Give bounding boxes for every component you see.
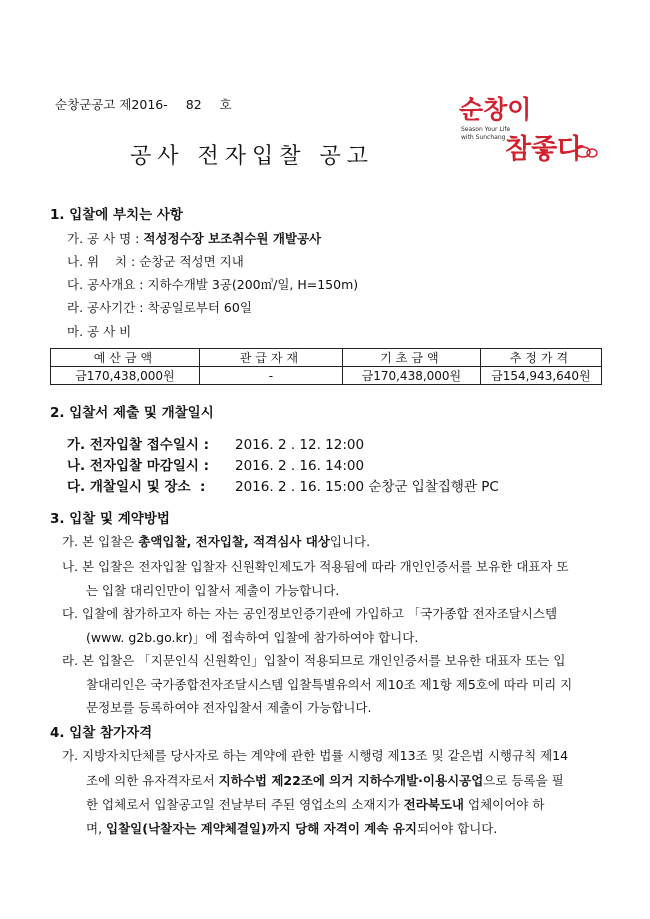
logo-text-2: 참좋다 (505, 134, 584, 165)
text-segment: 조에 의한 유자격자로서 (86, 773, 219, 788)
item-value: 2016. 2 . 12. 12:00 (235, 437, 365, 453)
logo-text-1: 순창이 (459, 95, 532, 124)
text-segment: 가. 본 입찰은 (62, 534, 139, 549)
section-3-item-b-line-1: 나. 본 입찰은 전자입찰 입찰자 신원확인제도가 적용됨에 따라 개인인증서를 보유한 대표자 또 (62, 559, 569, 574)
item-label: 다. 개찰일시 및 장소 : (67, 479, 206, 495)
item-value: 착공일로부터 60일 (147, 300, 252, 315)
text-segment: 한 업체로서 입찰공고일 전날부터 주된 영업소의 소재지가 (86, 797, 404, 812)
section-2-heading: 2. 입찰서 제출 및 개찰일시 (50, 405, 214, 421)
text-segment: 입니다. (329, 534, 371, 549)
item-value: 지하수개발 3공(200㎥/일, H=150m) (147, 277, 359, 292)
section-3-item-c-line-1: 다. 입찰에 참가하고자 하는 자는 공인정보인증기관에 가입하고 「국가종합 전자조달시스템 (62, 606, 558, 621)
item-value: 2016. 2 . 16. 15:00 순창군 입찰집행관 PC (235, 479, 499, 495)
section-3-item-a (62, 532, 370, 550)
section-1-item-location (67, 252, 244, 270)
section-2-item-opening (67, 475, 499, 495)
item-label: 마. 공 사 비 (67, 324, 132, 339)
item-value: 2016. 2 . 16. 14:00 (235, 458, 365, 474)
text-segment: 으로 등록을 필 (483, 773, 564, 788)
section-3-item-d-line-2: 찰대리인은 국가종합전자조달시스템 입찰특별유의서 제10조 제1항 제5호에 따라 미리 지 (86, 677, 573, 692)
section-3-item-d-line-1: 라. 본 입찰은 「지문인식 신원확인」입찰이 적용되므로 개인인증서를 보유한 대표자 또는 입 (62, 653, 566, 668)
text-segment: 되어야 합니다. (416, 821, 498, 836)
notice-prefix: 순창군공고 제2016- (55, 97, 168, 112)
table-cell: - (199, 367, 342, 385)
notice-suffix: 호 (219, 97, 232, 112)
table-row (51, 367, 602, 385)
section-4-line-3 (86, 795, 544, 813)
table-header: 기초금액 (343, 349, 481, 367)
logo-graphic (455, 88, 600, 165)
logo-slogan-2: with Sunchang (461, 134, 506, 141)
item-value: 적성정수장 보조취수원 개발공사 (143, 231, 322, 246)
section-4-line-2 (86, 771, 564, 789)
item-value: 순창군 적성면 지내 (139, 254, 244, 269)
text-segment-bold: 전라북도내 (403, 797, 465, 812)
section-1-item-period (67, 298, 252, 316)
section-1-item-name (67, 229, 321, 247)
section-3-item-c-line-2: (www. g2b.go.kr)」에 접속하여 입찰에 참가하여야 합니다. (86, 630, 419, 645)
section-2-item-receipt (67, 433, 364, 453)
text-segment-bold: 입찰일(낙찰자는 계약체결일)까지 당해 자격이 계속 유지 (106, 821, 417, 836)
item-label: 가. 공 사 명 : (67, 231, 140, 246)
table-header: 추정가격 (480, 349, 601, 367)
text-segment: 며, (86, 821, 107, 836)
section-1-item-cost (67, 322, 131, 340)
text-segment-bold: 지하수법 제22조에 의거 지하수개발·이용시공업 (218, 773, 484, 788)
table-header: 예산금액 (51, 349, 200, 367)
page-title: 공사 전자입찰 공고 (130, 144, 375, 169)
item-label: 나. 전자입찰 마감일시 : (67, 458, 209, 474)
table-header: 관급자재 (199, 349, 342, 367)
sunchang-logo (455, 88, 600, 165)
text-segment-bold: 총액입찰, 전자입찰, 적격심사 대상 (138, 534, 330, 549)
section-3-item-b-line-2: 는 입찰 대리인만이 입찰서 제출이 가능합니다. (86, 583, 340, 598)
item-label: 라. 공사기간 : (67, 300, 144, 315)
section-4-line-4 (86, 819, 497, 837)
section-4-line-1: 가. 지방자치단체를 당사자로 하는 계약에 관한 법률 시행령 제13조 및 같은법 시행규칙 제14 (62, 748, 569, 763)
section-2-item-deadline (67, 454, 364, 474)
notice-number: 82 (185, 97, 202, 112)
notice-number-line (55, 95, 232, 113)
item-label: 나. 위 치 : (67, 254, 136, 269)
text-segment: 업체이어야 하 (464, 797, 545, 812)
item-label: 가. 전자입찰 접수일시 : (67, 437, 209, 453)
section-1-item-overview (67, 275, 358, 293)
budget-table (50, 348, 602, 385)
table-cell: 금170,438,000원 (343, 367, 481, 385)
item-label: 다. 공사개요 : (67, 277, 144, 292)
section-3-item-d-line-3: 문정보를 등록하여야 전자입찰서 제출이 가능합니다. (86, 700, 372, 715)
section-1-heading: 1. 입찰에 부치는 사항 (50, 207, 183, 223)
table-cell: 금154,943,640원 (480, 367, 601, 385)
table-header-row (51, 349, 602, 367)
table-cell: 금170,438,000원 (51, 367, 200, 385)
section-4-heading: 4. 입찰 참가자격 (50, 725, 153, 741)
logo-slogan-1: Season Your Life (461, 126, 511, 133)
section-3-heading: 3. 입찰 및 계약방법 (50, 511, 170, 527)
